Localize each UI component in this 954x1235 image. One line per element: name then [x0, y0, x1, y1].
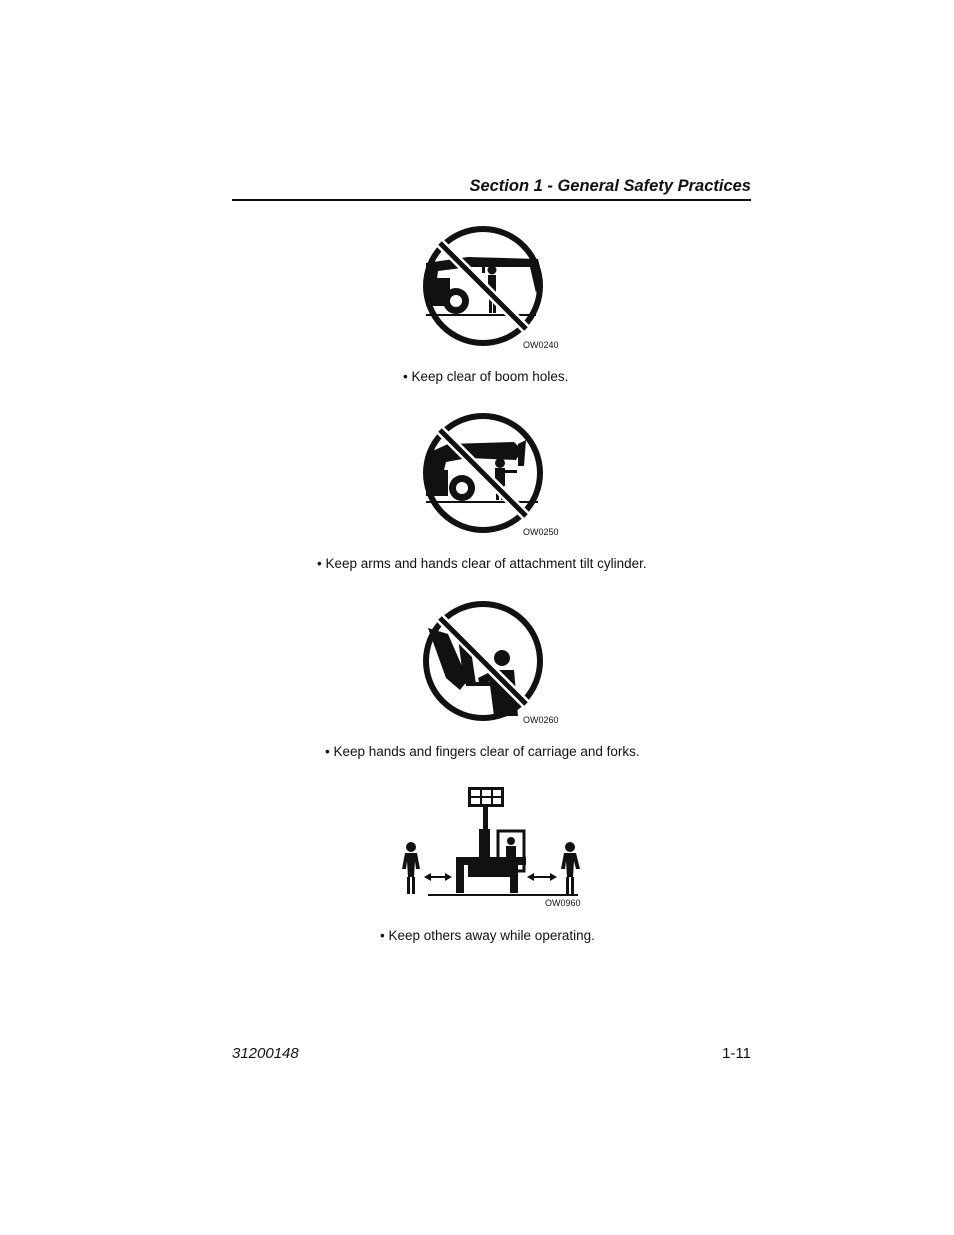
figure-code: OW0260 [523, 715, 559, 725]
section-title: Section 1 - General Safety Practices [469, 177, 751, 195]
figure-code: OW0250 [523, 527, 559, 537]
header-divider [232, 199, 751, 201]
bullet-text: • Keep hands and fingers clear of carriage and forks. [325, 744, 640, 759]
figure-code: OW0240 [523, 340, 559, 350]
bullet-text: • Keep others away while operating. [380, 928, 595, 943]
keep-others-away-icon [398, 785, 588, 900]
figure-code: OW0960 [545, 898, 581, 908]
bullet-text: • Keep clear of boom holes. [403, 369, 569, 384]
page-number: 1-11 [722, 1045, 751, 1062]
no-boom-holes-icon [418, 223, 548, 353]
no-carriage-forks-icon [418, 598, 548, 728]
bullet-text: • Keep arms and hands clear of attachment tilt cylinder. [317, 556, 647, 571]
no-tilt-cylinder-icon [418, 410, 548, 540]
document-number: 31200148 [232, 1045, 299, 1062]
